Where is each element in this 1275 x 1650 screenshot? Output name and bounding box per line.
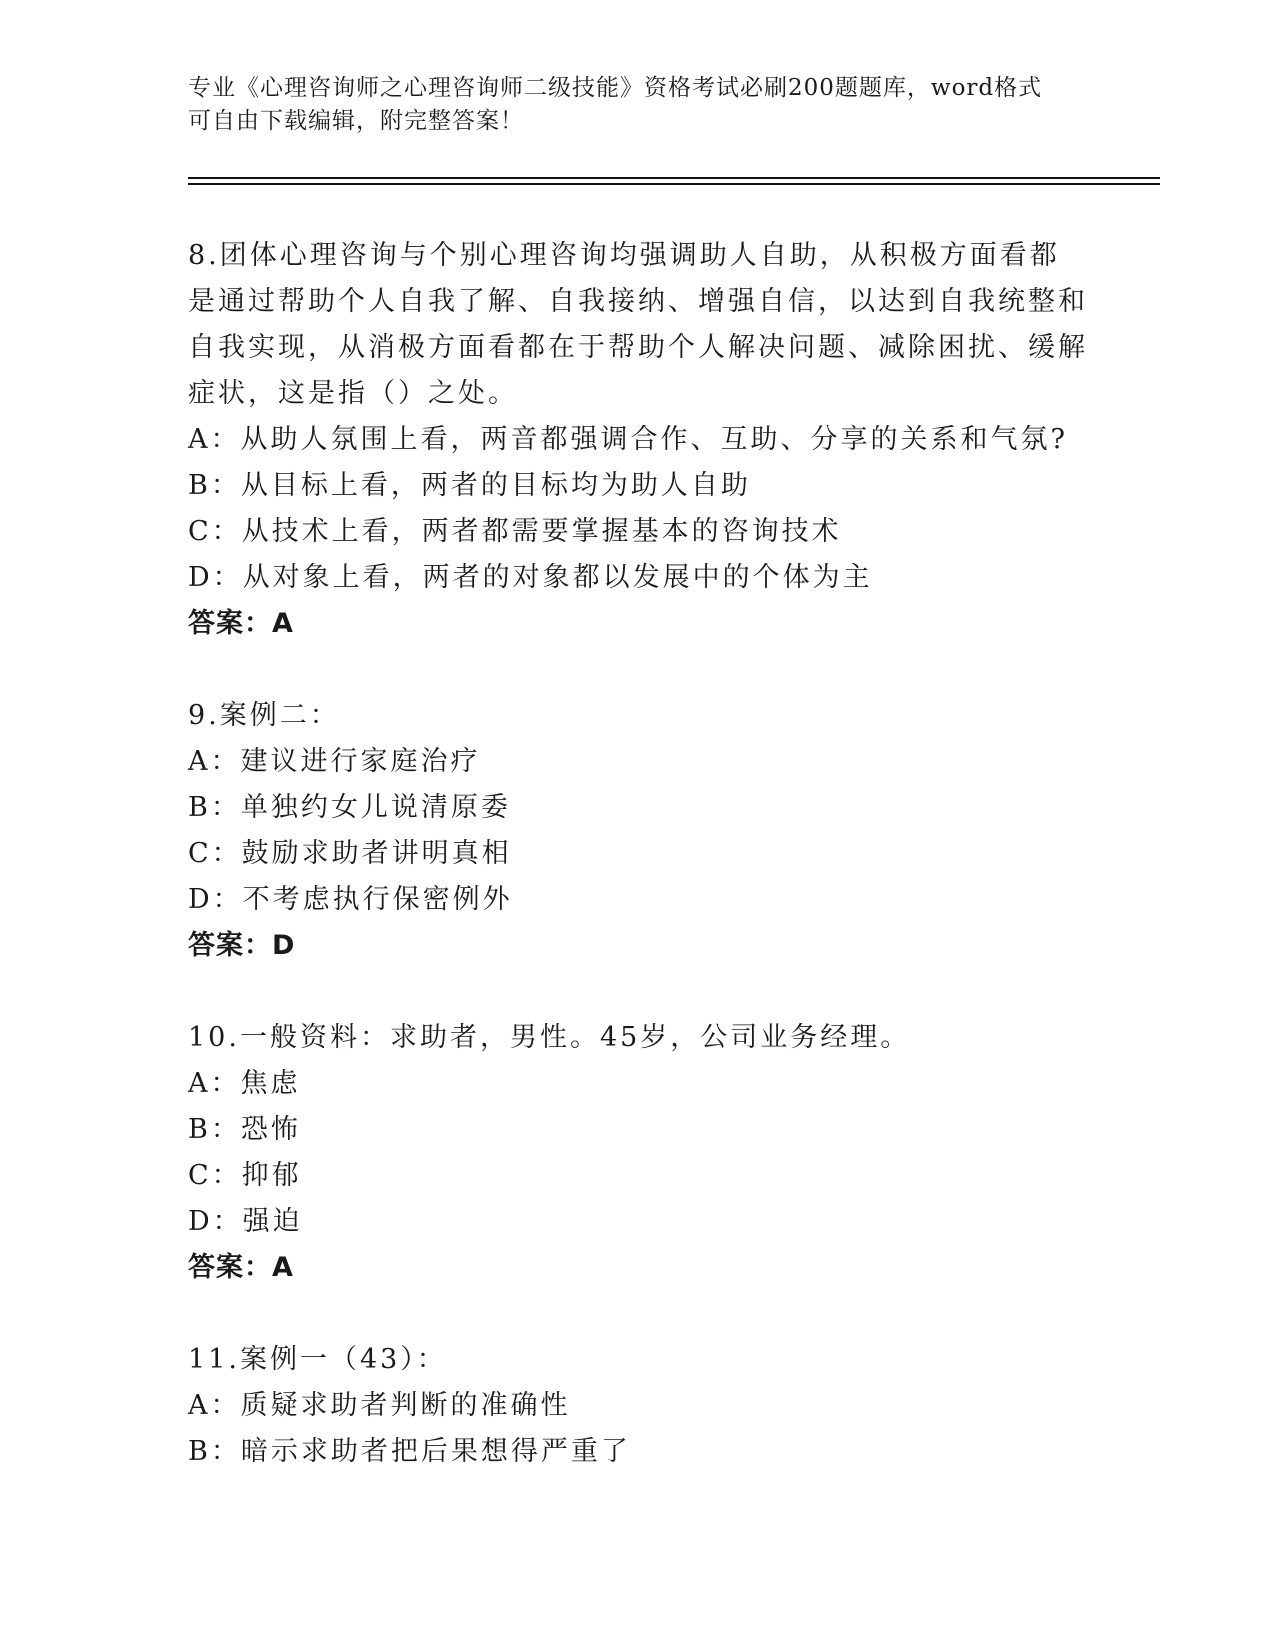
option-b: B：从目标上看，两者的目标均为助人自助: [188, 470, 751, 501]
question-stem: 9.案例二：: [188, 700, 340, 731]
header-divider-bottom: [188, 183, 1160, 185]
answer-line: 答案：A: [188, 1252, 294, 1283]
question-9: [188, 693, 1088, 969]
option-b: B：单独约女儿说清原委: [188, 792, 511, 823]
option-a: A：焦虑: [188, 1068, 301, 1099]
option-c: C：鼓励求助者讲明真相: [188, 838, 512, 869]
option-c: C：抑郁: [188, 1160, 302, 1191]
question-11: [188, 1337, 1088, 1475]
option-b: B：暗示求助者把后果想得严重了: [188, 1436, 631, 1467]
question-stem: 11.案例一（43）：: [188, 1344, 447, 1375]
option-a: A：建议进行家庭治疗: [188, 746, 481, 777]
option-d: D：不考虑执行保密例外: [188, 884, 513, 915]
answer-line: 答案：A: [188, 608, 294, 639]
header-line-1: 专业《心理咨询师之心理咨询师二级技能》资格考试必刷200题题库，word格式: [188, 75, 1043, 101]
question-10: [188, 1015, 1088, 1291]
answer-line: 答案：D: [188, 930, 296, 961]
question-stem: 8.团体心理咨询与个别心理咨询均强调助人自助，从积极方面看都是通过帮助个人自我了解、自我接纳、增强自信，以达到自我统整和自我实现，从消极方面看都在于帮助个人解决问题、减除困扰、缓解症状，这是指（）之处。: [188, 240, 1088, 409]
option-c: C：从技术上看，两者都需要掌握基本的咨询技术: [188, 516, 842, 547]
option-d: D：强迫: [188, 1206, 303, 1237]
question-list: [188, 233, 1088, 1521]
question-stem: 10.一般资料：求助者，男性。45岁，公司业务经理。: [188, 1022, 911, 1053]
header-line-2: 可自由下载编辑，附完整答案！: [188, 108, 524, 134]
document-header: [188, 72, 1088, 138]
option-d: D：从对象上看，两者的对象都以发展中的个体为主: [188, 562, 873, 593]
question-8: [188, 233, 1088, 647]
option-b: B：恐怖: [188, 1114, 301, 1145]
option-a: A：质疑求助者判断的准确性: [188, 1390, 571, 1421]
header-divider-top: [188, 177, 1160, 179]
option-a: A：从助人氛围上看，两音都强调合作、互助、分享的关系和气氛?: [188, 424, 1068, 455]
